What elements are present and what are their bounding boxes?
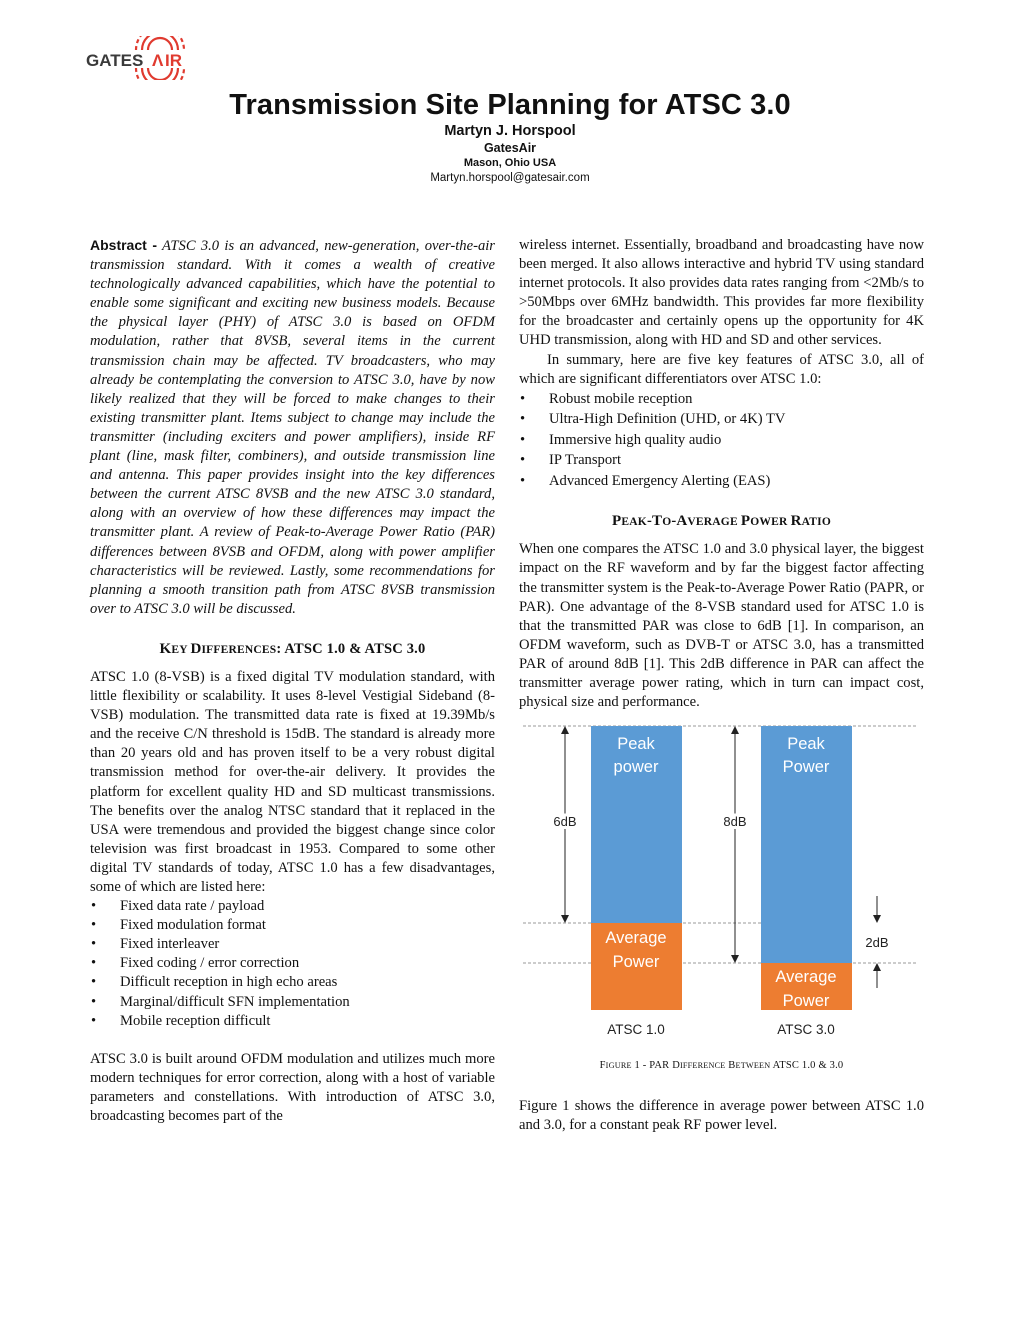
caption-part: IGURE [605, 1061, 632, 1071]
heading-char: K [159, 640, 172, 657]
heading-char: P [740, 513, 751, 530]
heading-rest: : ATSC 1.0 & ATSC 3.0 [276, 640, 426, 657]
list-item: • Fixed data rate / payload [90, 897, 495, 916]
list-item: • Fixed coding / error correction [90, 954, 495, 973]
heading-smallcaps: EAK [621, 516, 647, 529]
logo-text-left: GATES [86, 51, 144, 70]
heading-smallcaps: IFFERENCES [201, 643, 277, 656]
author-name: Martyn J. Horspool [444, 123, 576, 139]
heading-smallcaps: O [662, 516, 672, 529]
atsc3-paragraph-continued: wireless internet. Essentially, broadband and broadcasting have now been merged. It also allows interactive and hybrid TV using standard internet protocols. It also provides data rates ranging from <2Mb/s to >50Mbps over 6MHz bandwidth. This provides far more flexibility for the broadcaster and certainly opens up the opportunity for 4K UHD transmission, along with HD and SD and other services. [519, 237, 924, 349]
paper-title: Transmission Site Planning for ATSC 3.0 [229, 89, 791, 121]
atsc3-avg-label-line2: Power [782, 992, 830, 1011]
abstract [90, 236, 495, 619]
heading-char: - [671, 513, 677, 530]
par-paragraph: When one compares the ATSC 1.0 and 3.0 physical layer, the biggest impact on the RF waveform and by far the biggest factor affecting the transmitter system is the Peak-to-Average Power Ratio (PAPR, or PAR). One advantage of the 8-VSB standard used for ATSC 1.0 is that the transmitted PAR was close to 6dB [1]. In comparison, an OFDM waveform, such as DVB-T or ATSC 3.0, has a transmitted PAR of around 8dB [1]. This 2dB difference in PAR can affect the transmitter average power rating, which in turn can impact cost, physical size and performance. [519, 541, 924, 711]
atsc1-disadvantages-list [90, 897, 495, 1031]
gatesair-logo [86, 36, 206, 80]
caption-part: ATSC 1.0 & 3.0 [770, 1060, 844, 1072]
heading-smallcaps: VERAGE [687, 516, 741, 529]
left-column [90, 236, 495, 1126]
author-email: Martyn.horspool@gatesair.com [430, 172, 590, 184]
list-item: • IP Transport [519, 450, 924, 471]
label-6db: 6dB [553, 814, 577, 830]
caption-part: B [725, 1060, 736, 1072]
heading-char: P [612, 513, 622, 530]
logo-text-right: IR [165, 51, 182, 70]
caption-part: ETWEEN [735, 1061, 771, 1071]
gatesair-logo-graphic [86, 36, 206, 80]
atsc3-peak-label-line2: Power [782, 758, 830, 777]
key-differences-paragraph: ATSC 1.0 (8-VSB) is a fixed digital TV modulation standard, with little flexibility or scalability. It uses 8-level Vestigial Sideband (8-VSB) modulation. The transmitted data rate is fixed at 19.39Mb/s and the receive C/N threshold is 15dB. The standard is already more than 20 years old and has proven itself to be a very robust digital transmission method for over-the-air delivery. It provides the platform for excellent quality HD and SD multicast transmissions. The benefits over the analog NTSC standard that it replaced in the USA were tremendous and provided the biggest change since color television was first broadcast in 1953. Compared to some other digital TV standards of today, ATSC 1.0 has a few disadvantages, some of which are listed here: [90, 668, 495, 895]
heading-char: T [651, 513, 663, 530]
list-item: • Difficult reception in high echo areas [90, 973, 495, 992]
atsc3-features-list [519, 389, 924, 492]
list-item: • Robust mobile reception [519, 389, 924, 410]
caption-part: IFFERENCE [679, 1061, 726, 1071]
list-item: • Fixed modulation format [90, 916, 495, 935]
caption-part: F [599, 1060, 606, 1072]
figure-caption [519, 1056, 924, 1075]
list-item: • Advanced Emergency Alerting (EAS) [519, 471, 924, 492]
list-item: • Fixed interleaver [90, 935, 495, 954]
abstract-text: ATSC 3.0 is an advanced, new-generation, over-the-air transmission standard. With it comes a wealth of creative technologically advanced capabilities, which have the potential to enable some significant and exciting new business models. Because the physical layer (PHY) of ATSC 3.0 is based on OFDM modulation, rather that 8VSB, several items in the current transmission chain may be affected. TV broadcasters, who may already be contemplating the conversion to ATSC 3.0, have by now likely realized that they will be forced to make changes to their existing transmitter plant. Items subject to change may include the transmitter (including exciters and power amplifiers), inside RF plant (line, mask filter, combiners), and outside transmission line and antenna. This paper provides insight into the key differences between the current ATSC 8VSB and the new ATSC 3.0 standard, along with an overview of how these differences may impact the transmitter plant. A review of Peak-to-Average Power Ratio (PAR) differences between 8VSB and OFDM, along with power amplifier characteristics will be reviewed. Lastly, some recommendations for planning a smooth transition path from ATSC 8VSB transmission over to ATSC 3.0 will be discussed. [90, 238, 495, 617]
author-location: Mason, Ohio USA [463, 157, 557, 169]
logo-a-glyph: Λ [152, 51, 164, 70]
atsc3-peak-label-line1: Peak [787, 735, 825, 754]
list-item: • Mobile reception difficult [90, 1012, 495, 1031]
caption-part: 1 - PAR D [631, 1060, 680, 1072]
list-item: • Ultra-High Definition (UHD, or 4K) TV [519, 409, 924, 430]
paper-header [0, 88, 1020, 186]
abstract-label: Abstract - [90, 237, 157, 253]
atsc3-paragraph: ATSC 3.0 is built around OFDM modulation and utilizes much more modern techniques for error correction, along with a host of variable parameters and constellations. With introduction of ATSC 3.0, broadcasting becomes part of the [90, 1050, 495, 1125]
label-atsc1: ATSC 1.0 [607, 1022, 665, 1038]
section-heading-par [519, 512, 924, 532]
label-2db: 2dB [865, 935, 889, 951]
figure-discussion-paragraph: Figure 1 shows the difference in average power between ATSC 1.0 and 3.0, for a constant peak RF power level. [519, 1098, 924, 1134]
atsc1-avg-label-line2: Power [612, 953, 660, 972]
heading-smallcaps: OWER [750, 516, 791, 529]
label-atsc3: ATSC 3.0 [777, 1022, 835, 1038]
atsc1-peak-label-line2: power [613, 758, 659, 777]
heading-smallcaps: ATIO [801, 516, 831, 529]
par-difference-diagram [519, 716, 924, 1056]
list-item: • Marginal/difficult SFN implementation [90, 993, 495, 1012]
summary-paragraph: In summary, here are five key features of ATSC 3.0, all of which are significant differentiators over ATSC 1.0: [519, 351, 924, 387]
atsc3-avg-label-line1: Average [775, 968, 837, 987]
heading-smallcaps: EY [171, 643, 191, 656]
heading-char: R [790, 513, 802, 530]
section-heading-key-differences [90, 640, 495, 660]
heading-char: - [646, 513, 652, 530]
right-column [519, 236, 924, 1135]
atsc1-peak-bar [591, 726, 682, 923]
figure-1 [519, 716, 924, 1056]
atsc1-peak-label-line1: Peak [617, 735, 655, 754]
list-item: • Immersive high quality audio [519, 430, 924, 451]
label-8db: 8dB [723, 814, 747, 830]
atsc1-avg-label-line1: Average [605, 929, 667, 948]
author-affiliation: GatesAir [483, 141, 537, 155]
heading-char: A [676, 513, 688, 530]
heading-char: D [190, 640, 202, 657]
